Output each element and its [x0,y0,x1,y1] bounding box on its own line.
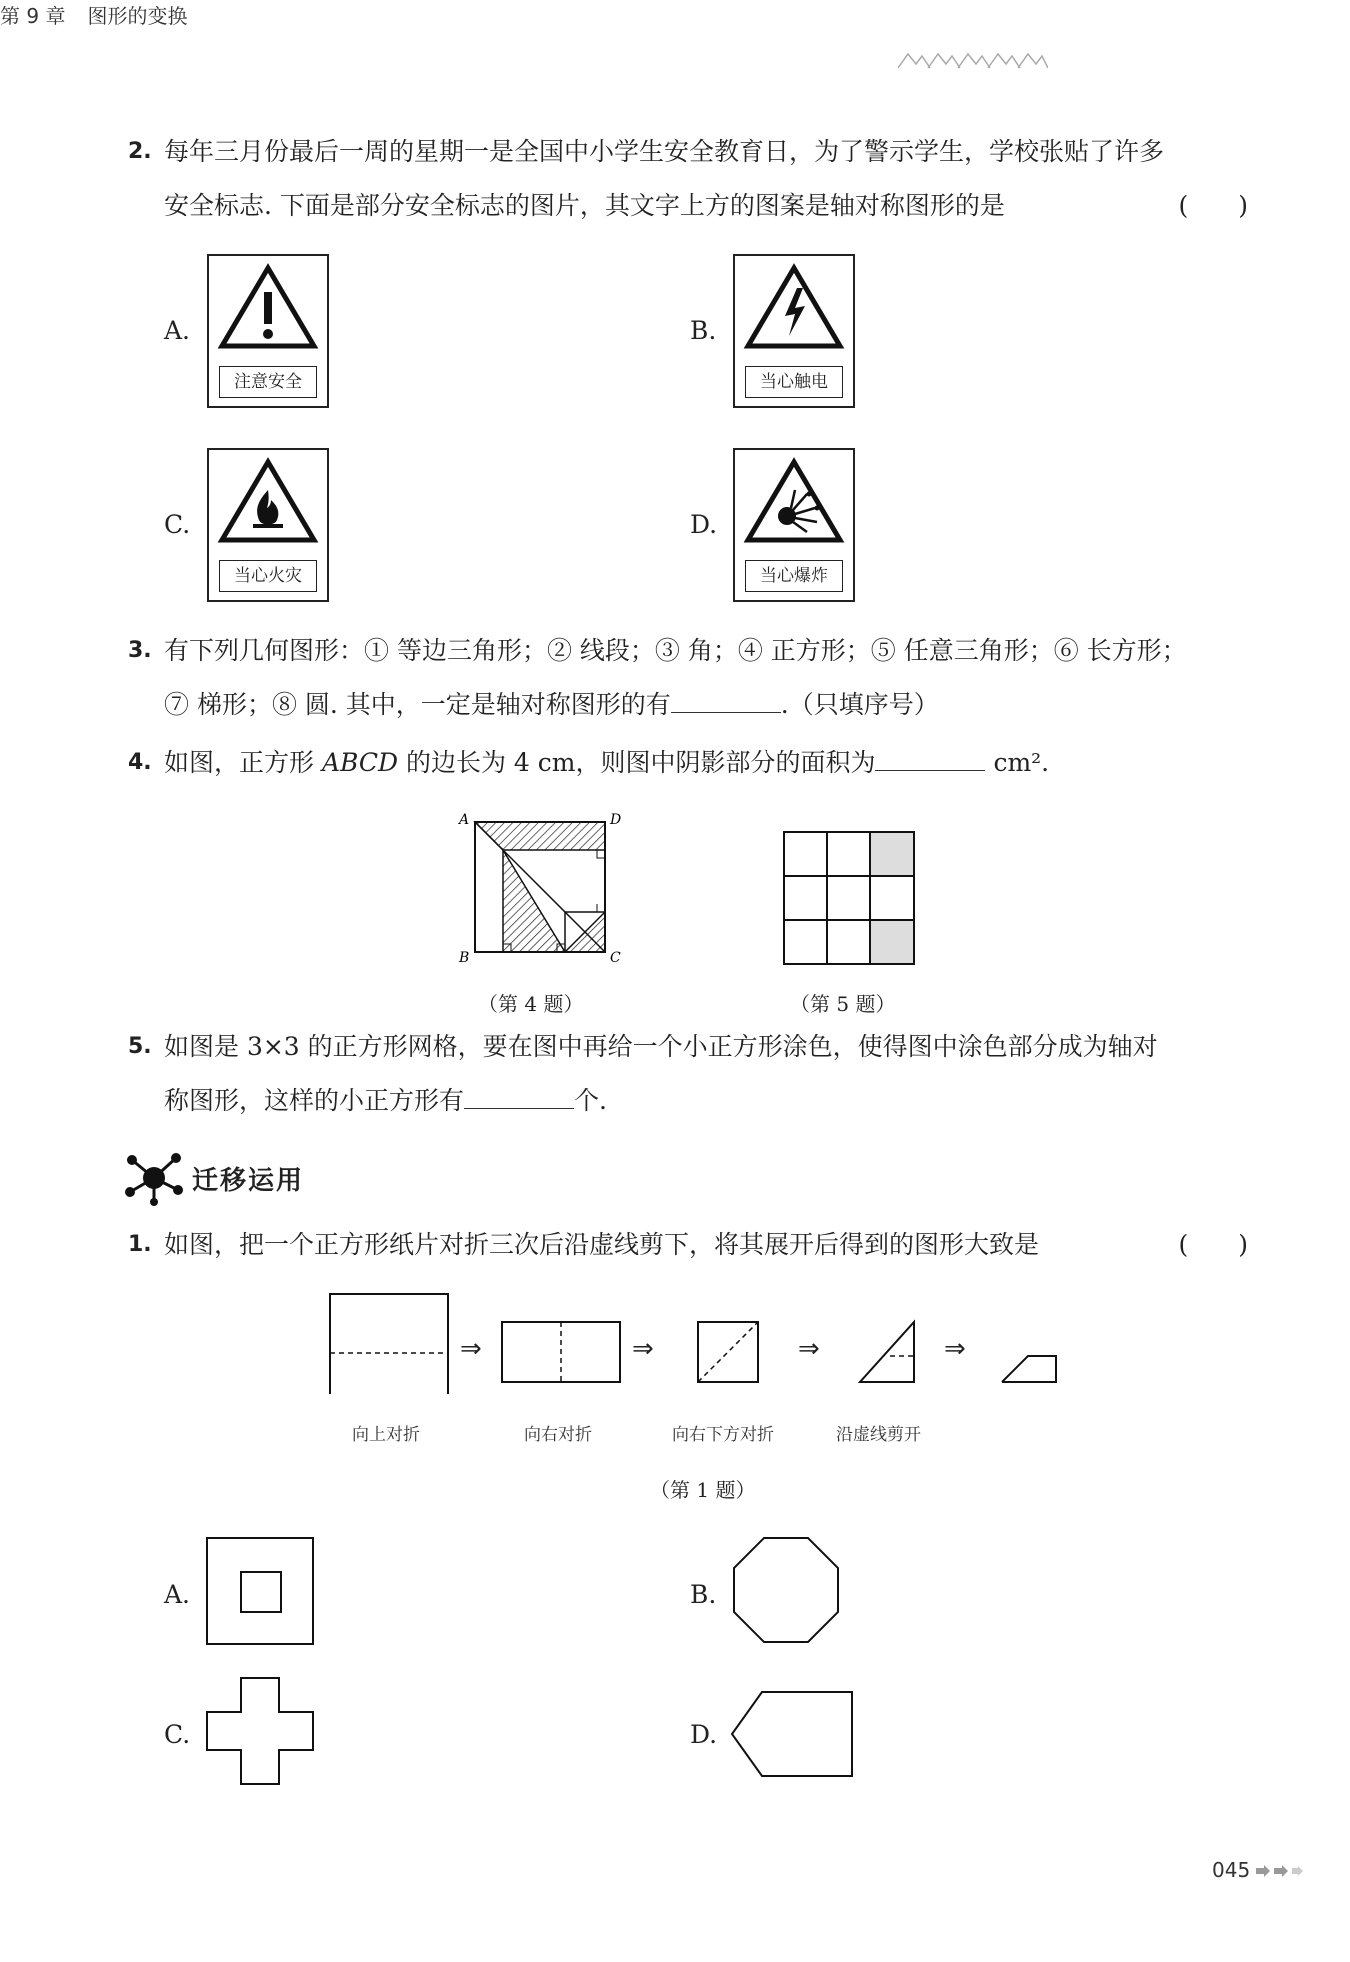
question-text: 如图，把一个正方形纸片对折三次后沿虚线剪下，将其展开后得到的图形大致是 [164,1230,1040,1259]
question-number: 2. [128,139,152,164]
sign-caution [207,254,329,408]
question-text-line: ⑦ 梯形；⑧ 圆. 其中，一定是轴对称图形的有 [164,690,671,719]
sign-electric-shock [733,254,855,408]
chapter-title: 图形的变换 [87,4,188,28]
answer-parentheses: ( ) [1178,1230,1248,1259]
molecule-icon [124,1150,186,1206]
lightning-triangle-icon [735,256,853,366]
period: . [1041,748,1050,777]
arrow-icon: ⇒ [460,1334,482,1364]
question-text-line: 称图形，这样的小正方形有 [164,1086,465,1115]
transfer-question-1 [128,1218,1248,1272]
page-header [0,0,1350,29]
question-3 [128,624,1248,732]
option-d-pentagon [730,1690,856,1780]
arrow-icon: ⇒ [632,1334,654,1364]
option-letter-c: C. [164,510,191,539]
option-letter-b: B. [690,316,717,345]
question-number: 1. [128,1232,152,1257]
vertex-label-b: B [459,950,470,966]
question-text: 如图，正方形 [164,748,322,777]
sign-caption: 注意安全 [219,366,317,398]
answer-parentheses: ( ) [1178,191,1248,220]
footer-arrows-decoration [1256,1864,1306,1878]
option-letter-a: A. [164,316,191,345]
explosion-triangle-icon [735,450,853,560]
option-c-cross [205,1676,317,1788]
folding-steps-diagram [320,1284,1090,1394]
question-4 [128,736,1248,790]
option-letter-c: C. [164,1720,191,1749]
question-text-line: 如图是 3×3 的正方形网格，要在图中再给一个小正方形涂色，使得图中涂色部分成为轴对 [164,1032,1158,1061]
vertex-label-a: A [459,812,470,828]
question-5 [128,1020,1248,1128]
question-text-line: 有下列几何图形：① 等边三角形；② 线段；③ 角；④ 正方形；⑤ 任意三角形；⑥ 长方形； [164,636,1187,665]
section-title: 迁移运用 [192,1166,305,1196]
answer-blank[interactable] [671,684,781,713]
option-letter-b: B. [690,1580,717,1609]
vertex-label-d: D [610,812,622,828]
figure-4-caption: （第 4 题） [478,992,584,1016]
vertex-label-c: C [610,950,621,966]
question-number: 4. [128,750,152,775]
step-label: 向右下方对折 [672,1425,774,1445]
question-2 [128,125,1248,233]
sign-caption: 当心触电 [745,366,843,398]
figure-4-square-diagram [455,812,635,972]
figure-5-caption: （第 5 题） [790,992,896,1016]
step-label: 向右对折 [524,1425,592,1445]
step-label: 向上对折 [352,1425,420,1445]
answer-blank[interactable] [464,1080,574,1109]
square-name: ABCD [321,748,399,777]
question-text-line: 个. [574,1086,607,1115]
answer-blank[interactable] [875,742,985,771]
arrow-icon: ⇒ [944,1334,966,1364]
question-number: 5. [128,1034,152,1059]
question-text: 的边长为 4 cm，则图中阴影部分的面积为 [398,748,876,777]
figure-5-grid [782,830,918,966]
page-number: 045 [1212,1858,1251,1882]
question-text-line: 每年三月份最后一周的星期一是全国中小学生安全教育日，为了警示学生，学校张贴了许多 [164,137,1165,166]
chapter-number: 第 9 章 [0,4,66,28]
question-text-line: 安全标志. 下面是部分安全标志的图片，其文字上方的图案是轴对称图形的是 [164,191,1005,220]
option-letter-d: D. [690,1720,718,1749]
option-letter-a: A. [164,1580,191,1609]
sign-caption: 当心火灾 [219,560,317,592]
question-text-line: .（只填序号） [780,690,939,719]
exclamation-triangle-icon [209,256,327,366]
sign-explosion [733,448,855,602]
option-b-octagon [730,1536,842,1648]
unit-label: cm² [993,748,1042,777]
option-a-square-frame [205,1536,315,1648]
fire-triangle-icon [209,450,327,560]
sign-caption: 当心爆炸 [745,560,843,592]
arrow-icon: ⇒ [798,1334,820,1364]
step-label: 沿虚线剪开 [836,1425,921,1445]
option-letter-d: D. [690,510,718,539]
figure-t1-caption: （第 1 题） [650,1478,756,1502]
question-number: 3. [128,638,152,663]
sign-fire [207,448,329,602]
header-mountains-decoration [898,50,1048,70]
